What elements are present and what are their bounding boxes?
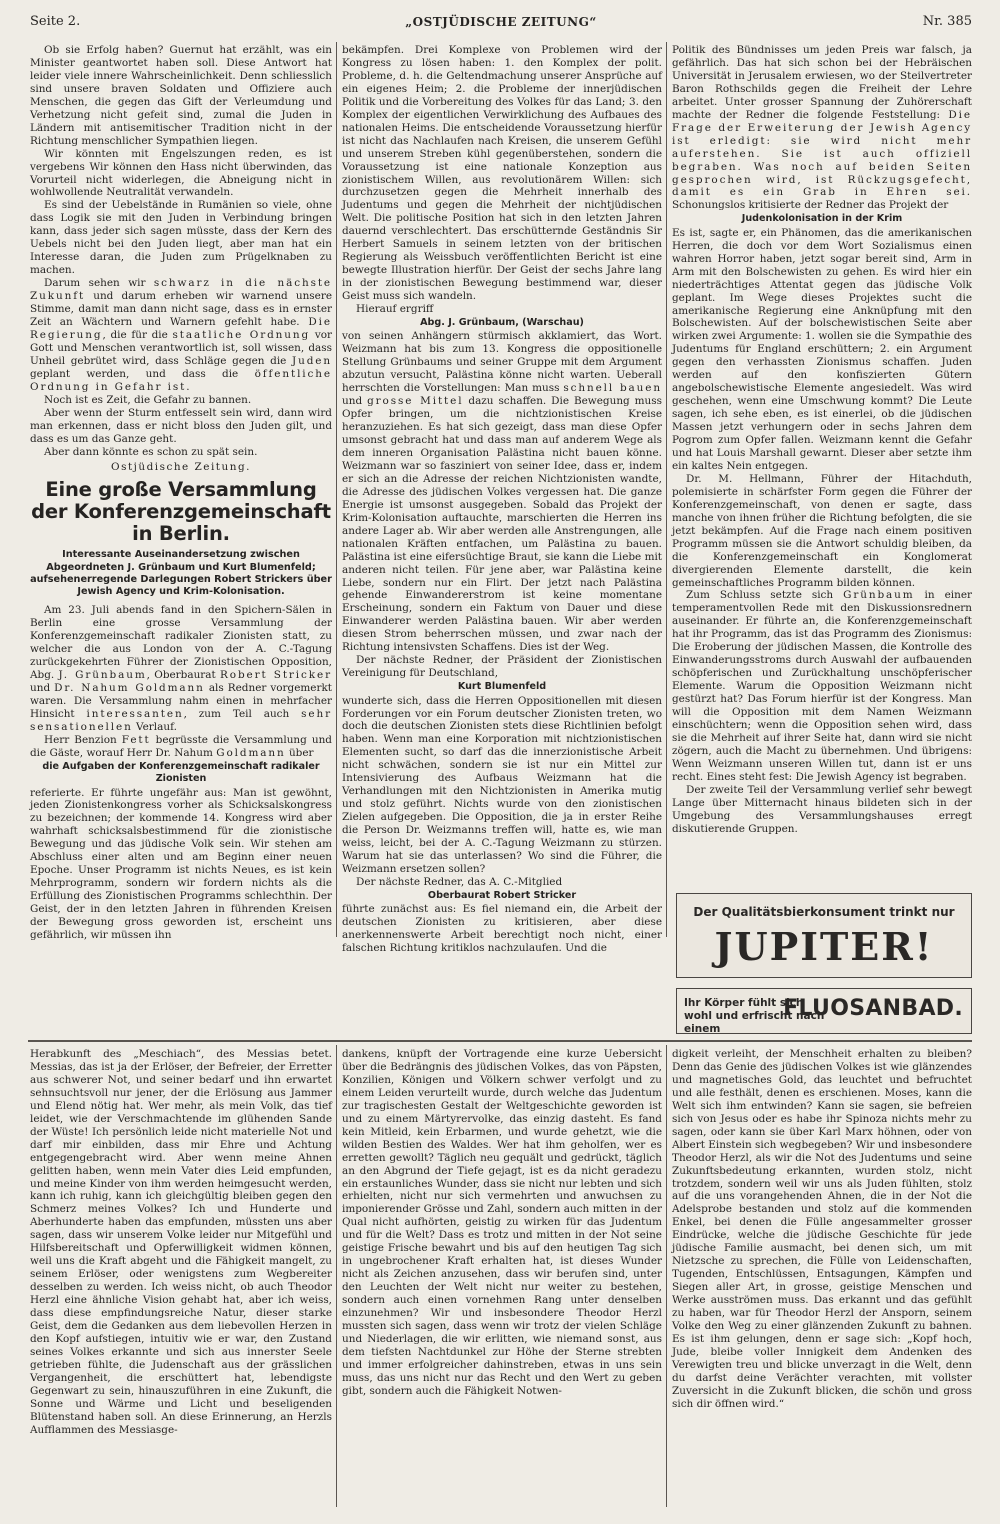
paragraph: bekämpfen. Drei Komplexe von Problemen wird der Kongress zu lösen haben: 1. den Komplex der polit. Probleme, d. h. die Geltendmachung unserer Ansprüche auf ein eigenes Heim; 2. die Probleme der innerjüdischen Politik und die Vorbereitung des Volkes für das Land; 3. den Komplex der eigentlichen Verwirklichung des Aufbaues des nationalen Heims. Die entscheidende Voraussetzung hierfür ist nicht das Nachlaufen nach Kreisen, die unserem Gefühl und unserem Streben kühl gegenüberstehen, sondern die Voraussetzung ist eine nationale Konzeption aus zionistischem Willen, aus revolutionärem Willen: sich durchzusetzen gegen die Mehrheit innerhalb des Judentums und gegen die Mehrheit der nichtjüdischen Welt. Die politische Position hat sich in den letzten Jahren dauernd verschlechtert. Das erschütternde Geständnis Sir Herbert Samuels in seinem letzten von der britischen Regierung als Weissbuch veröffentlichten Bericht ist eine bewegte Illustration hierfür. Der Geist der sechs Jahre lang in der zionistischen Bewegung bestimmend war, dieser Geist muss sich wandeln. (342, 44, 662, 303)
column-divider (336, 42, 337, 937)
subheading: Oberbaurat Robert Stricker (427, 889, 577, 901)
paragraph: Dr. M. Hellmann, Führer der Hitachduth, polemisierte in schärfster Form gegen die Führer der Konferenzgemeinschaft, von denen er sagte, dass manche von ihnen früher die Richtung befolgten, die sie jetzt bekämpfen. Auf die Frage nach einem positiven Programm müssen sie die Antwort schuldig bleiben, da die Konferenzgemeinschaft ein Konglomerat divergierenden Elemente darstellt, die kein gemeinschaftliches Programm bilden können. (672, 472, 972, 589)
spaced-emphasis: öffentliche Ordnung in Gefahr ist. (30, 367, 332, 393)
masthead-title: „OSTJÜDISCHE ZEITUNG“ (405, 15, 597, 29)
paragraph: Herr Benzion Fett begrüsste die Versammlung und die Gäste, worauf Herr Dr. Nahum Goldmann über (30, 733, 332, 759)
subheading: Abg. J. Grünbaum, (Warschau) (420, 317, 584, 329)
article-headline: Eine große Versammlung der Konferenzgemeinschaft in Berlin. (31, 478, 331, 546)
paragraph: Am 23. Juli abends fand in den Spichern-Sälen in Berlin eine grosse Versammlung der Konferenzgemeinschaft radikaler Zionisten statt, zu welcher die aus London von der A. C.-Tagung zurückgekehrten Führer der Zionistischen Opposition, Abg. J. Grünbaum, Oberbaurat Robert Stricker und Dr. Nahum Goldmann als Redner vorgemerkt waren. Die Versammlung nahm einen in mehrfacher Hinsicht interessanten, zum Teil auch sehr sensationellen Verlauf. (30, 604, 333, 733)
spaced-emphasis: Goldmann (216, 746, 286, 759)
spaced-emphasis: interessanten (86, 707, 184, 720)
issue-number: Nr. 385 (922, 14, 972, 29)
paragraph: Wir könnten mit Engelszungen reden, es ist vergebens Wir können den Hass nicht überwinden, das Vorurteil nicht widerlegen, die Abneigung nicht in wohlwollende Neutralität verwandeln. (30, 147, 332, 199)
jupiter-beer-advertisement (676, 893, 972, 978)
spaced-emphasis: Dr. Nahum Goldmann (54, 681, 205, 694)
spaced-emphasis: Juden (292, 354, 332, 367)
spaced-emphasis: Robert Stricker (220, 669, 332, 682)
paragraph: Ob sie Erfolg haben? Guernut hat erzählt, was ein Minister geantwortet haben soll. Diese Antwort hat leider viele innere Wahrscheinlichkeit. Denn schliesslich sind unsere braven Soldaten und Offiziere auch Menschen, die gegen das Gift der Verleumdung und Verhetzung nicht gefeit sind, zumal die Juden in Ländern mit antisemitischer Tradition nicht in der Richtung menschlicher Sympathien liegen. (30, 44, 332, 147)
paragraph: Es ist, sagte er, ein Phänomen, das die amerikanischen Herren, die doch vor dem Wort Sozialismus einen wahren Horror haben, jetzt sogar bereit sind, Arm in Arm mit den Bolschewisten zu gehen. Es wird hier ein niederträchtiges Attentat gegen das jüdische Volk geplant. Im Wege dieses Projektes sucht die amerikanische Regierung eine Anknüpfung mit den Bolschewisten. Auf der bolschewistischen Seite aber wirken zwei Argumente: 1. wollen sie die Sympathie des Judentums für England erschüttern; 2. ein Argument gegen den verhassten Zionismus schaffen. Juden werden auf den konfiszierten Gütern angebolschewistische Elemente angesiedelt. Was wird geschehen, wenn eine Umschwung kommt? Die Leute sagen, ich sehe eben, es ist einerlei, ob die jüdischen Massen jetzt verhungern oder in sechs Jahren dem Pogrom zum Opfer fallen. Weizmann kennt die Gefahr und hat Louis Marshall gewarnt. Dieser aber setzte ihm ein kaltes Nein entgegen. (672, 226, 972, 472)
fluosanbad-advertisement (676, 988, 972, 1034)
column-1 (30, 44, 333, 941)
paragraph: wunderte sich, dass die Herren Oppositionellen mit diesen Forderungen vor ein Forum deutscher Zionisten treten, wo doch die deutschen Zionisten stets diese Richtlinien befolgt haben. Wenn man eine Korporation mit nichtzionistischen Elementen sucht, so darf das die innerzionistische Arbeit nicht schwächen, sondern sie ist nur ein Mittel zur Intensivierung des Aufbaus Weizmann hat die Verhandlungen mit den Nichtzionisten in Amerika mutig und stolz geführt. Nichts wurde von den zionistischen Zielen aufgegeben. Die Opposition, die ja in erster Reihe die Person Dr. Weizmanns treffen will, hatte es, wie man weiss, leicht, bei der A. C.-Tagung Weizmann zu stürzen. Warum hat sie das unterlassen? Wo sind die Führer, die Weizmann ersetzen sollen? (342, 694, 662, 875)
ad-brand: JUPITER! (714, 924, 934, 969)
paragraph: Aber wenn der Sturm entfesselt sein wird, dann wird man erkennen, dass er nicht bloss den Juden gilt, und dass es um das Ganze geht. (30, 406, 332, 445)
spaced-emphasis: Fett (121, 733, 151, 746)
paragraph: von seinen Anhängern stürmisch akklamiert, das Wort. Weizmann hat bis zum 13. Kongress die oppositionelle Stellung Grünbaums und seiner Gruppe mit dem Argument abzutun versucht, Palästina könne nicht warten. Ueberall herrschten die Vorstellungen: Man muss schnell bauen und grosse Mittel dazu schaffen. Die Bewegung muss Opfer bringen, um die nichtzionistischen Kreise heranzuziehen. Es hat sich gezeigt, dass man diese Opfer umsonst gebracht hat und dass man auf anderem Wege als dem inneren Organisation Palästina nicht bauen könne. Weizmann war so fasziniert von seiner Idee, dass er, indem er sich an die Adresse der reichen Nichtzionisten wandte, die Adresse des jüdischen Volkes vergessen hat. Die ganze Energie ist umsonst ausgegeben. Sobald das Projekt der Krim-Kolonisation auftauchte, marschierten die Herren ins andere Lager ab. Wir aber werden alle Anstrengungen, alle nationalen Kräften entfachen, um Palästina zu bauen. Palästina ist eine eifersüchtige Braut, sie kann die Liebe mit anderen nicht teilen. Für jene aber, war Palästina keine Liebe, sondern nur ein Flirt. Der jetzt nach Palästina gehende Einwandererstrom ist keine momentane Erscheinung, sondern ein Faktum von Dauer und diese Einwanderer werden Palästina bauen. Wir aber werden diesen Strom beherrschen müssen, und zwar nach der Richtung intensivsten Schaffens. Dies ist der Weg. (342, 330, 662, 654)
spaced-emphasis: J. Grünbaum (58, 669, 147, 682)
paragraph: Politik des Bündnisses um jeden Preis war falsch, ja gefährlich. Das hat sich schon bei der Hebräischen Universität in Jerusalem erwiesen, wo der Steilvertreter Baron Rothschilds gegen die Freiheit der Lehre arbeitet. Unter grosser Spannung der Zuhörerschaft machte der Redner die folgende Feststellung: Die Frage der Erweiterung der Jewish Agency ist erledigt: sie wird nicht mehr auferstehen. Sie ist auch offiziell begraben. Was noch auf beiden Seiten gesprochen wird, ist Rückzugsgefecht, damit es ein Grab in Ehren sei. Schonungslos kritisierte der Redner das Projekt der (672, 44, 972, 212)
subheading: die Aufgaben der Konferenzgemeinschaft radikaler Zionisten (42, 760, 320, 785)
spaced-emphasis: schnell bauen (563, 382, 662, 395)
paragraph: Der nächste Redner, das A. C.-Mitglied (356, 875, 563, 888)
spaced-emphasis: Die Regierung (30, 316, 332, 341)
spaced-emphasis: staatliche Ordnung (172, 328, 311, 341)
article-deck: Interessante Auseinandersetzung zwischen Abgeordneten J. Grünbaum und Kurt Blumenfeld; aufsehenerregende Darlegungen Robert Strickers über Jewish Agency und Krim-Kolonisation. (30, 549, 332, 598)
spaced-emphasis: Die Frage der Erweiterung der Jewish Agency ist erledigt: sie wird nicht mehr auferstehen. Sie ist auch offiziell begraben. Was noch auf beiden Seiten gesprochen wird, ist Rückzugsgefecht, damit es ein Grab in Ehren sei. (672, 108, 972, 199)
column-divider (336, 1045, 337, 1507)
paragraph: digkeit verleiht, der Menschheit erhalten zu bleiben? Denn das Genie des jüdischen Volkes ist wie glänzendes und magnetisches Gold, das leuchtet und befruchtet und alle festhält, denen es erschienen. Moses, kann die Welt sich ihm entwinden? Kann sie sagen, sie befreien sich von Jesus oder es habe ihr Spinoza nichts mehr zu sagen, oder kann sie über Karl Marx höhnen, oder von Albert Einstein sich wegbegeben? Wir und insbesondere Theodor Herzl, als wir die Not des Judentums und seine Zukunftsbedeutung erkannten, wurden stolz, nicht trotzdem, sondern weil wir uns als Juden fühlten, stolz auf die uns vorangehenden Ahnen, die in der Not die Adelsprobe bestanden und stolz auf die kommenden Enkel, bei denen die Fülle angesammelter grosser Eindrücke, welche die jüdische Geschichte für jede jüdische Familie ausmacht, bei denen sich, um mit Nietzsche zu sprechen, die Fülle von Leidenschaften, Tugenden, Entschlüssen, Entsagungen, Kämpfen und Siegen aller Art, in grosse, geistige Menschen und Werke ausströmen muss. Das erkannt und das gefühlt zu haben, war für Theodor Herzl der Ansporn, seinem Volke den Weg zu einer glänzenden Zukunft zu bahnen. Es ist ihm gelungen, denn er sage sich: „Kopf hoch, Jude, bleibe voller Innigkeit dem Andenken des Verewigten treu und blicke unverzagt in die Welt, denn du darfst deine Verächter verachten, mit vollster Zuversicht in die Zukunft blicken, die schön und gross sich dir öffnen wird.“ (672, 1048, 972, 1410)
column-2 (342, 44, 662, 955)
subheading: Judenkolonisation in der Krim (741, 213, 903, 225)
ad-brand: FLUOSANBAD. (783, 996, 963, 1021)
paragraph: führte zunächst aus: Es fiel niemand ein, die Arbeit der deutschen Zionisten zu kritisieren, aber diese anerkennenswerte Arbeit berechtigt noch nicht, einer falschen Richtung kritiklos nachzulaufen. Und die (342, 903, 662, 955)
section-divider (28, 1040, 972, 1042)
page-header (30, 14, 972, 34)
column-divider (666, 42, 667, 937)
spaced-emphasis: schwarz in die nächste Zukunft (30, 277, 332, 303)
ad-tagline: Der Qualitätsbierkonsument trinkt nur (693, 905, 955, 919)
paragraph: Es sind der Uebelstände in Rumänien so viele, ohne dass Logik sie mit den Juden in Verbindung bringen kann, dass jeder sich sagen müsste, dass der Kern des Uebels nicht bei den Juden liegt, aber man hat ein Interesse daran, die Juden zum Prügelknaben zu machen. (30, 199, 332, 277)
paragraph: Zum Schluss setzte sich Grünbaum in einer temperamentvollen Rede mit den Diskussionsrednern auseinander. Er führte an, die Konferenzgemeinschaft hat ihr Programm, das ist das Programm des Zionismus: Die Eroberung der jüdischen Massen, die Kontrolle des Einwanderungsstroms durch Auswahl der aufbauenden schöpferischen und Zurückhaltung unschöpferischer Elemente. Warum die Opposition Weizmann nicht gestürzt hat? Das Forum hierfür ist der Kongress. Man will die Opposition mit dem Namen Weizmann einschüchtern; wenn die Opposition sehen wird, dass sie die Mehrheit auf ihrer Seite hat, dann wird sie nicht zögern, auch die Macht zu übernehmen. Und übrigens: Wenn Weizmann unseren Willen tut, dann ist er uns recht. Eines steht fest: Die Jewish Agency ist begraben. (672, 589, 972, 783)
paragraph: Noch ist es Zeit, die Gefahr zu bannen. (44, 393, 252, 406)
ad-tagline: Ihr Körper fühlt sich wohl und erfrischt nach einem (684, 997, 825, 1035)
bottom-column-2 (342, 1048, 662, 1508)
spaced-emphasis: grosse Mittel (367, 395, 464, 408)
spaced-emphasis: sehr sensationellen (30, 707, 333, 733)
bottom-column-1 (30, 1048, 332, 1508)
paragraph: Aber dann könnte es schon zu spät sein. (44, 445, 258, 458)
column-divider (666, 1045, 667, 1507)
page-number: Seite 2. (30, 14, 81, 29)
paragraph: referierte. Er führte ungefähr aus: Man ist gewöhnt, jeden Zionistenkongress vorher als Schicksalskongress zu bezeichnen; der kommende 14. Kongress wird aber wahrhaft schicksalsbestimmend für die zionistische Bewegung und das jüdische Volk sein. Wir stehen am Abschluss einer alten und am Beginn einer neuen Epoche. Unser Programm ist nichts Neues, es ist kein Mehrprogramm, sondern wir fordern nichts als die Erfüllung des Zionistischen Programms schlechthin. Der Geist, der in den letzten Jahren in führenden Kreisen der Bewegung gross geworden ist, erscheint uns gefährlich, wir müssen ihn (30, 786, 332, 941)
column-3 (672, 44, 972, 884)
paragraph: Herabkunft des „Meschiach“, des Messias betet. Messias, das ist ja der Erlöser, der Befreier, der Erretter aus schwerer Not, und seiner bedarf und ihn erwartet sehnsuchtsvoll nur jener, der die Erlösung aus Jammer und Elend nötig hat. Wer mehr, als mein Volk, das tief leidet, wie der Verschmachtende im glühenden Sande der Wüste! Ich persönlich leide nicht materielle Not und darf mir einbilden, dass mir Ehre und Achtung entgegengebracht wird. Aber wenn meine Ahnen gelitten haben, wenn mein Vater dies Leid empfunden, und meine Kinder von ihm werden heimgesucht werden, kann ich ruhig, kann ich gleichgültig bleiben gegen den Schmerz meines Volkes? Ich und Hunderte und Aberhunderte haben das empfunden, müssten uns aber sagen, dass wir unserem Volke leider nur Mitgefühl und Hilfsbereitschaft und Opferwilligkeit widmen können, weil uns die Kraft abgeht und die Fähigkeit mangelt, zu seinem Erlöser, oder wenigstens zum Wegbereiter desselben zu werden. Ich weiss nicht, ob auch Theodor Herzl eine ähnliche Vision gehabt hat, aber ich weiss, dass diese empfindungsreiche Natur, dieser starke Geist, dem die Gedanken aus dem liebevollen Herzen in den Kopf aufstiegen, intuitiv wie er war, den Zustand seines Volkes erkannte und sich aus innerster Seele getrieben fühlte, die Judenschaft aus der grässlichen Vergangenheit, die erschüttert hat, lebendigste Gegenwart zu sein, hinauszuführen in eine Zukunft, die Sonne und Wärme und Licht und beseligenden Blütenstand haben soll. An diese Erinnerung, an Herzls Aufflammen des Messiasge- (30, 1048, 332, 1436)
paragraph: Der zweite Teil der Versammlung verlief sehr bewegt Lange über Mitternacht hinaus bildeten sich in der Umgebung des Versammlungshauses erregt diskutierende Gruppen. (672, 783, 972, 835)
signature: Ostjüdische Zeitung. (111, 460, 251, 473)
paragraph: Darum sehen wir schwarz in die nächste Zukunft und darum erheben wir warnend unsere Stimme, damit man dann nicht sage, dass es in ernster Zeit an Wächtern und Warnern gefehlt habe. Die Regierung, die für die staatliche Ordnung vor Gott und Menschen verantwortlich ist, soll wissen, dass Unheil gebrütet wird, dass Schläge gegen die Juden geplant werden, und dass die öffentliche Ordnung in Gefahr ist. (30, 277, 332, 393)
paragraph: dankens, knüpft der Vortragende eine kurze Uebersicht über die Bedrängnis des jüdischen Volkes, das von Päpsten, Konzilien, Königen und Völkern schwer verfolgt und zu einem Leiden verurteilt wurde, durch welche das Judentum zur tragischesten Gestalt der Weltgeschichte geworden ist und zu einem Märtyrervolke, das einzig dasteht. Es fand kein Mitleid, kein Erbarmen, und wurde gehetzt, wie die wilden Bestien des Waldes. Wer hat ihm geholfen, wer es erretten gewollt? Täglich neu gequält und gedrückt, täglich an den Abgrund der Tiefe gejagt, ist es da nicht geradezu ein erstaunliches Wunder, dass sie nicht nur lebten und sich erhielten, nicht nur sich vermehrten und anwuchsen zu imponierender Grösse und Zahl, sondern auch mitten in der Qual nicht aufhörten, geistig zu wirken für das Judentum und für die Welt? Dass es trotz und mitten in der Not seine geistige Frische bewahrt und bis auf den heutigen Tag sich in ungebrochener Kraft erhalten hat, ist dieses Wunder nicht als Zeichen anzusehen, dass wir berufen sind, unter den Leuchten der Welt nicht nur weiter zu bestehen, sondern auch einen vornehmen Rang unter denselben einzunehmen? Wir und insbesondere Theodor Herzl mussten sich sagen, dass wenn wir trotz der vielen Schläge und Niederlagen, die wir erlitten, wie niemand sonst, aus dem tiefsten Nachtdunkel zur Höhe der Sterne strebten und immer erfolgreicher dahinstreben, etwas in uns sein muss, das uns nicht nur das Recht und den Wert zu geben gibt, sondern auch die Fähigkeit Notwen- (342, 1048, 662, 1397)
subheading: Kurt Blumenfeld (457, 681, 547, 693)
spaced-emphasis: Grünbaum (843, 589, 915, 602)
paragraph: Hierauf ergriff (356, 303, 434, 316)
bottom-column-3 (672, 1048, 972, 1508)
paragraph: Der nächste Redner, der Präsident der Zionistischen Vereinigung für Deutschland, (342, 654, 662, 680)
